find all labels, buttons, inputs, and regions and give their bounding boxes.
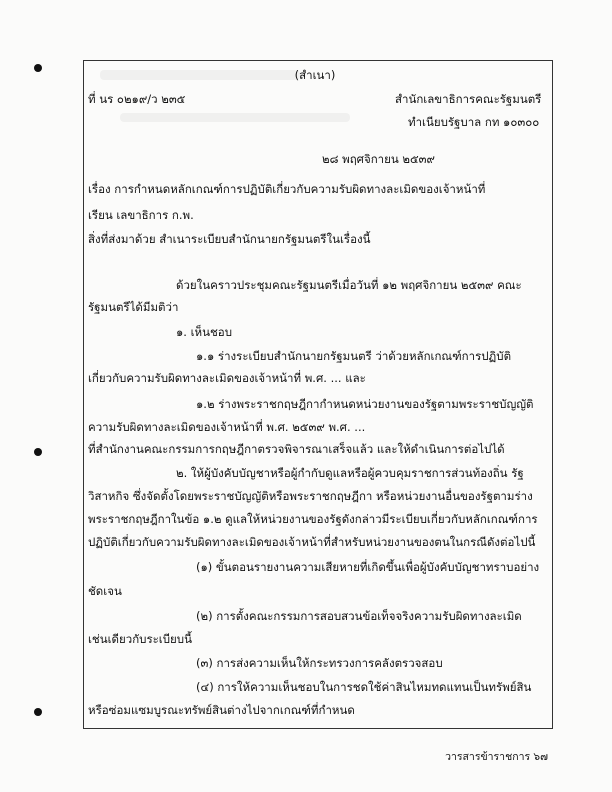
sub-item-2: (๒) การตั้งคณะกรรมการสอบสวนข้อเท็จจริงความรับผิดทางละเมิด [196,609,522,623]
reference-number: ที่ นร ๐๒๑๙/ว ๒๓๕ [88,92,186,106]
classification-label: (สำเนา) [294,68,336,82]
binder-hole-bottom [34,708,42,716]
document-frame [83,60,553,729]
resolution-item-1-2-cont: ความรับผิดทางละเมิดของเจ้าหน้าที่ พ.ศ. ๒๕๓๙ พ.ศ. ... [88,420,366,434]
enclosure-line: สิ่งที่ส่งมาด้วย สำเนาระเบียบสำนักนายกรัฐมนตรีในเรื่องนี้ [88,232,371,246]
sub-item-2-cont: เช่นเดียวกับระเบียบนี้ [88,632,192,646]
recipient-line: เรียน เลขาธิการ ก.พ. [88,208,194,222]
subject-line: เรื่อง การกำหนดหลักเกณฑ์การปฏิบัติเกี่ยวกับความรับผิดทางละเมิดของเจ้าหน้าที่ [88,182,486,196]
page-footer-label: วารสารข้าราชการ ๖๗ [445,751,548,763]
resolution-item-1-1: ๑.๑ ร่างระเบียบสำนักนายกรัฐมนตรี ว่าด้วยหลักเกณฑ์การปฏิบัติ [196,349,512,363]
sub-item-4: (๔) การให้ความเห็นชอบในการชดใช้ค่าสินไหมทดแทนเป็นทรัพย์สิน [196,680,532,694]
intro-line-1: ด้วยในคราวประชุมคณะรัฐมนตรีเมื่อวันที่ ๑๒ พฤศจิกายน ๒๕๓๙ คณะ [176,278,522,292]
sub-item-3: (๓) การส่งความเห็นให้กระทรวงการคลังตรวจสอบ [196,656,443,670]
office-address: ทำเนียบรัฐบาล กท ๑๐๓๐๐ [408,115,540,129]
resolution-item-2-cont2: พระราชกฤษฎีกาในข้อ ๑.๒ ดูแลให้หน่วยงานของรัฐดังกล่าวมีระเบียบเกี่ยวกับหลักเกณฑ์การ [88,512,538,526]
resolution-item-2: ๒. ให้ผู้บังคับบัญชาหรือผู้กำกับดูแลหรือผู้ควบคุมราชการส่วนท้องถิ่น รัฐ [176,466,524,480]
binder-hole-top [34,64,42,72]
resolution-item-1-2-cont2: ที่สำนักงานคณะกรรมการกฤษฎีกาตรวจพิจารณาเสร็จแล้ว และให้ดำเนินการต่อไปได้ [88,442,505,456]
issuing-office: สำนักเลขาธิการคณะรัฐมนตรี [395,92,542,106]
binder-hole-middle [34,448,42,456]
resolution-item-1: ๑. เห็นชอบ [176,325,232,339]
resolution-item-1-2: ๑.๒ ร่างพระราชกฤษฎีกากำหนดหน่วยงานของรัฐตามพระราชบัญญัติ [196,397,534,411]
resolution-item-1-1-cont: เกี่ยวกับความรับผิดทางละเมิดของเจ้าหน้าที่ พ.ศ. ... และ [88,371,366,385]
sub-item-1: (๑) ขั้นตอนรายงานความเสียหายที่เกิดขึ้นเพื่อผู้บังคับบัญชาทราบอย่าง [196,560,540,574]
sub-item-1-cont: ชัดเจน [88,584,122,598]
intro-line-2: รัฐมนตรีได้มีมติว่า [88,300,179,314]
resolution-item-2-cont: วิสาหกิจ ซึ่งจัดตั้งโดยพระราชบัญญัติหรือพระราชกฤษฎีกา หรือหน่วยงานอื่นของรัฐตามร่าง [88,489,533,503]
sub-item-4-cont: หรือซ่อมแซมบูรณะทรัพย์สินต่างไปจากเกณฑ์ที่กำหนด [88,703,355,717]
resolution-item-2-cont3: ปฏิบัติเกี่ยวกับความรับผิดทางละเมิดของเจ้าหน้าที่สำหรับหน่วยงานของตนในกรณีดังต่อไปนี้ [88,535,536,549]
document-date: ๒๘ พฤศจิกายน ๒๕๓๙ [322,152,435,166]
